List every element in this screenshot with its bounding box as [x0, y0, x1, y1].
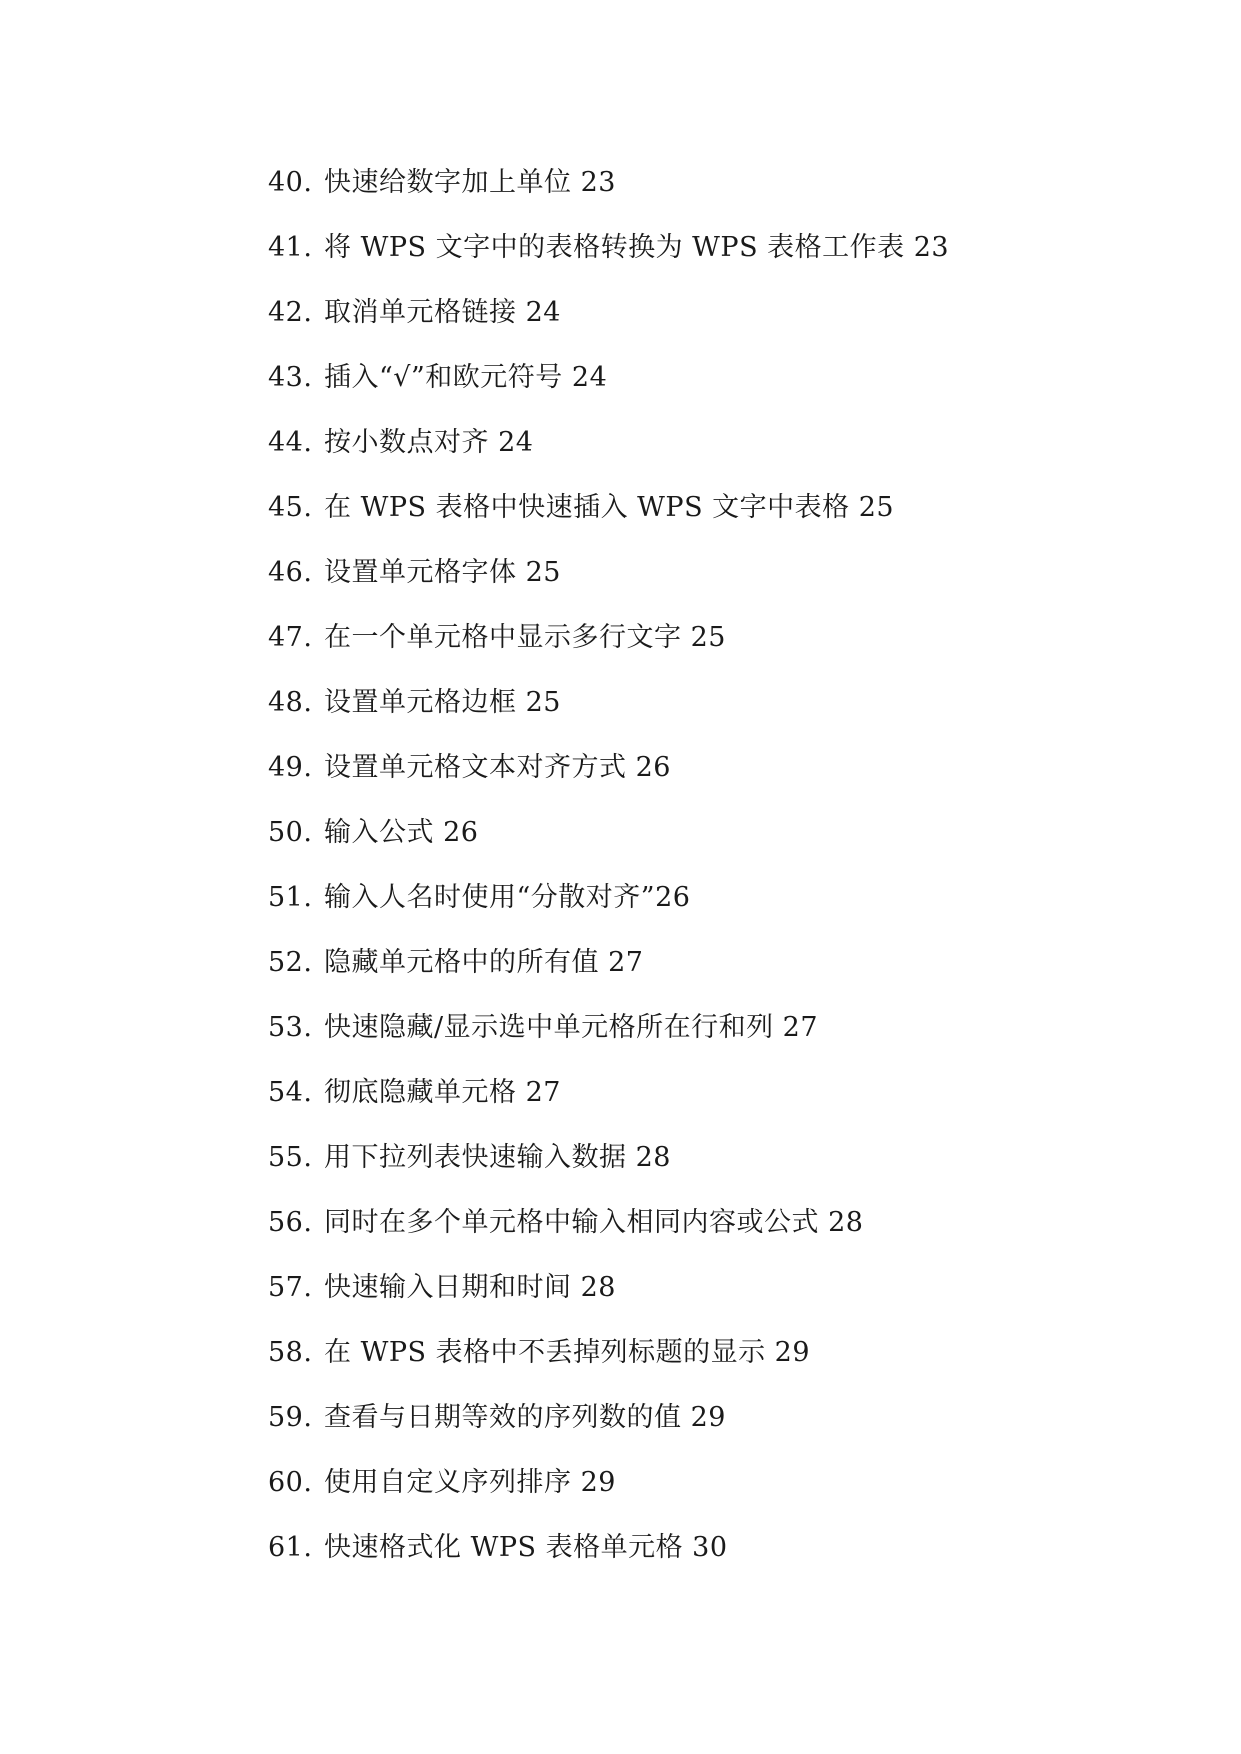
toc-item: [268, 1263, 949, 1328]
toc-item: [268, 1393, 949, 1458]
toc-item-text: 在 WPS 表格中不丢掉列标题的显示 29: [324, 1337, 811, 1368]
toc-list: [268, 158, 949, 1588]
toc-item-text: 使用自定义序列排序 29: [324, 1467, 616, 1498]
toc-item: [268, 1068, 949, 1133]
toc-item-number: 48.: [268, 687, 313, 718]
toc-item-number: 47.: [268, 622, 313, 653]
toc-item-number: 49.: [268, 752, 313, 783]
toc-item-text: 插入“√”和欧元符号 24: [324, 362, 608, 393]
toc-item-text: 取消单元格链接 24: [324, 297, 561, 328]
toc-item-text: 隐藏单元格中的所有值 27: [324, 947, 644, 978]
toc-item-text: 快速给数字加上单位 23: [324, 167, 616, 198]
toc-item: [268, 548, 949, 613]
toc-item: [268, 873, 949, 938]
toc-item-text: 按小数点对齐 24: [324, 427, 534, 458]
toc-item: [268, 1198, 949, 1263]
toc-item-number: 51.: [268, 882, 313, 913]
toc-item-number: 59.: [268, 1402, 313, 1433]
toc-item-text: 快速格式化 WPS 表格单元格 30: [324, 1532, 728, 1563]
toc-item-text: 设置单元格文本对齐方式 26: [324, 752, 671, 783]
toc-item-number: 44.: [268, 427, 313, 458]
toc-item: [268, 1003, 949, 1068]
toc-item-number: 54.: [268, 1077, 313, 1108]
toc-item-text: 同时在多个单元格中输入相同内容或公式 28: [324, 1207, 864, 1238]
toc-item-text: 设置单元格字体 25: [324, 557, 561, 588]
toc-item-number: 41.: [268, 232, 313, 263]
toc-item-number: 58.: [268, 1337, 313, 1368]
toc-item-text: 设置单元格边框 25: [324, 687, 561, 718]
toc-item-number: 45.: [268, 492, 313, 523]
toc-item: [268, 678, 949, 743]
toc-item: [268, 1523, 949, 1588]
toc-item: [268, 613, 949, 678]
toc-item: [268, 1328, 949, 1393]
toc-item: [268, 223, 949, 288]
toc-item-number: 42.: [268, 297, 313, 328]
toc-item-number: 50.: [268, 817, 313, 848]
toc-item-text: 输入人名时使用“分散对齐”26: [324, 882, 691, 913]
toc-item-text: 将 WPS 文字中的表格转换为 WPS 表格工作表 23: [324, 232, 950, 263]
toc-item-text: 查看与日期等效的序列数的值 29: [324, 1402, 726, 1433]
toc-item-number: 57.: [268, 1272, 313, 1303]
toc-item: [268, 158, 949, 223]
toc-item-number: 46.: [268, 557, 313, 588]
toc-item-text: 快速隐藏/显示选中单元格所在行和列 27: [324, 1012, 819, 1043]
toc-item-number: 55.: [268, 1142, 313, 1173]
toc-item-number: 40.: [268, 167, 313, 198]
toc-item-text: 在一个单元格中显示多行文字 25: [324, 622, 726, 653]
toc-item-text: 彻底隐藏单元格 27: [324, 1077, 561, 1108]
toc-item: [268, 418, 949, 483]
toc-item: [268, 938, 949, 1003]
toc-item-text: 输入公式 26: [324, 817, 479, 848]
toc-item-number: 61.: [268, 1532, 313, 1563]
toc-item-text: 用下拉列表快速输入数据 28: [324, 1142, 671, 1173]
toc-item: [268, 353, 949, 418]
toc-item-text: 在 WPS 表格中快速插入 WPS 文字中表格 25: [324, 492, 895, 523]
toc-item: [268, 483, 949, 548]
toc-item-number: 52.: [268, 947, 313, 978]
toc-item-text: 快速输入日期和时间 28: [324, 1272, 616, 1303]
toc-item-number: 56.: [268, 1207, 313, 1238]
toc-item-number: 53.: [268, 1012, 313, 1043]
toc-item-number: 60.: [268, 1467, 313, 1498]
toc-item: [268, 743, 949, 808]
toc-item: [268, 1458, 949, 1523]
toc-item: [268, 1133, 949, 1198]
toc-item-number: 43.: [268, 362, 313, 393]
toc-item: [268, 288, 949, 353]
toc-item: [268, 808, 949, 873]
